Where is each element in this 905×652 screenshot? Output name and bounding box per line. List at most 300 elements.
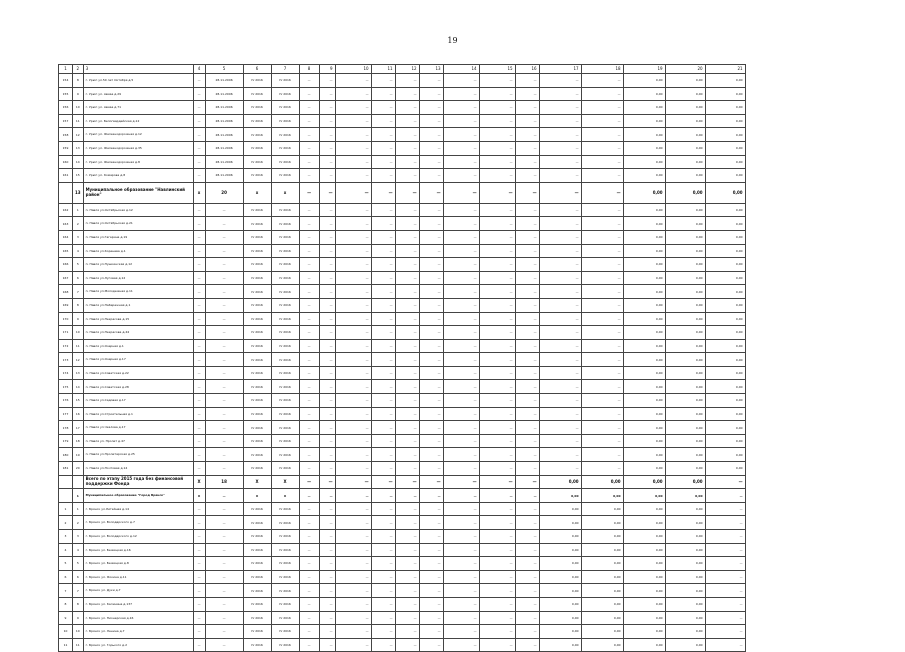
table-cell: — — [299, 625, 319, 639]
table-cell: — — [515, 394, 539, 408]
table-cell: — — [205, 462, 243, 476]
table-cell: — — [479, 366, 515, 380]
table-cell: — — [419, 611, 443, 625]
table-cell: — — [539, 128, 581, 142]
table-cell: — — [335, 489, 371, 503]
table-cell: — — [299, 298, 319, 312]
table-cell: IV 2016 — [243, 394, 271, 408]
table-cell: IV 2016 — [243, 448, 271, 462]
table-cell: IV 2016 — [271, 448, 299, 462]
table-cell: 0,00 — [539, 611, 581, 625]
table-cell: 10 — [73, 101, 84, 115]
table-cell: IV 2016 — [271, 203, 299, 217]
table-cell: 0,00 — [623, 638, 665, 652]
table-cell: — — [443, 502, 479, 516]
table-cell: — — [205, 434, 243, 448]
table-cell: — — [705, 530, 745, 544]
table-cell: 0,00 — [623, 74, 665, 88]
table-cell: х — [193, 182, 205, 203]
table-cell: 174 — [59, 366, 73, 380]
table-cell: 6 — [243, 65, 271, 74]
table-cell: 0,00 — [581, 557, 623, 571]
table-cell: 0,00 — [623, 114, 665, 128]
table-cell: — — [705, 611, 745, 625]
table-row — [59, 285, 790, 299]
table-cell: — — [193, 74, 205, 88]
table-cell: 0,00 — [705, 326, 745, 340]
table-cell: — — [419, 169, 443, 183]
table-cell: — — [335, 557, 371, 571]
table-cell: 0,00 — [623, 298, 665, 312]
table-cell: — — [299, 516, 319, 530]
table-cell: — — [479, 217, 515, 231]
table-cell: — — [371, 285, 395, 299]
table-cell: — — [205, 611, 243, 625]
table-cell: — — [539, 298, 581, 312]
table-cell: — — [205, 258, 243, 272]
table-cell: Х — [243, 489, 271, 503]
table-cell: — — [395, 462, 419, 476]
table-cell: 15 — [479, 65, 515, 74]
table-cell: — — [299, 244, 319, 258]
table-cell: IV 2016 — [271, 421, 299, 435]
table-cell: — — [371, 366, 395, 380]
table-row — [59, 298, 790, 312]
table-cell: — — [419, 74, 443, 88]
table-cell: — — [299, 543, 319, 557]
table-cell: — — [515, 312, 539, 326]
table-cell: 28.11.2006 — [205, 114, 243, 128]
table-row — [59, 638, 790, 652]
table-cell: 0,00 — [623, 625, 665, 639]
table-cell: — — [443, 217, 479, 231]
table-cell: — — [319, 584, 335, 598]
table-row — [59, 407, 790, 421]
table-cell: — — [371, 244, 395, 258]
table-cell: — — [395, 353, 419, 367]
table-cell: 0,00 — [623, 597, 665, 611]
table-cell: — — [193, 203, 205, 217]
table-cell: IV 2016 — [271, 298, 299, 312]
table-cell: — — [443, 421, 479, 435]
table-cell: — — [395, 230, 419, 244]
table-cell: 0,00 — [665, 366, 705, 380]
table-cell: 15 — [73, 394, 84, 408]
table-cell: — — [205, 543, 243, 557]
table-cell: 20 — [665, 65, 705, 74]
table-cell: IV 2016 — [243, 380, 271, 394]
table-cell: 0,00 — [665, 244, 705, 258]
table-cell: 28.11.2006 — [205, 155, 243, 169]
table-cell: — — [479, 182, 515, 203]
table-cell: — — [479, 203, 515, 217]
table-cell: 9 — [73, 312, 84, 326]
table-cell: — — [395, 380, 419, 394]
table-cell: — — [299, 128, 319, 142]
table-cell: — — [515, 182, 539, 203]
table-cell: — — [335, 101, 371, 115]
table-body — [59, 65, 790, 652]
table-cell: Х — [271, 475, 299, 489]
table-cell: — — [581, 312, 623, 326]
table-cell: — — [193, 557, 205, 571]
table-cell: 0,00 — [539, 597, 581, 611]
section-row — [59, 182, 790, 203]
table-cell: п. Навля ул.Пролетарская д.25 — [83, 448, 193, 462]
table-cell: — — [443, 462, 479, 476]
table-cell: — — [539, 87, 581, 101]
table-cell: 8 — [299, 65, 319, 74]
table-cell: — — [395, 258, 419, 272]
table-cell: — — [335, 584, 371, 598]
table-cell: 0,00 — [665, 217, 705, 231]
table-cell: — — [515, 244, 539, 258]
table-row — [59, 530, 790, 544]
table-cell: — — [581, 326, 623, 340]
table-cell: — — [395, 326, 419, 340]
table-cell: — — [335, 421, 371, 435]
table-cell: — — [335, 530, 371, 544]
subtotal-row — [59, 489, 790, 503]
table-cell: 0,00 — [581, 475, 623, 489]
table-cell: — — [479, 625, 515, 639]
table-cell: 0,00 — [705, 217, 745, 231]
table-cell: — — [539, 217, 581, 231]
table-cell: — — [299, 557, 319, 571]
table-cell: 0,00 — [665, 421, 705, 435]
table-cell: — — [419, 407, 443, 421]
table-cell: 0,00 — [623, 380, 665, 394]
table-row — [59, 557, 790, 571]
table-cell: г. Урюп ул. Железнодорожная д.8 — [83, 155, 193, 169]
table-cell: — — [395, 584, 419, 598]
table-cell: — — [581, 421, 623, 435]
table-row — [59, 380, 790, 394]
table-cell: — — [319, 638, 335, 652]
table-cell: 1 — [59, 65, 73, 74]
table-cell: 0,00 — [623, 244, 665, 258]
table-cell: — — [371, 462, 395, 476]
table-cell: — — [539, 101, 581, 115]
table-cell: IV 2016 — [271, 285, 299, 299]
table-cell: IV 2016 — [271, 326, 299, 340]
table-cell: 0,00 — [623, 502, 665, 516]
table-cell: — — [539, 380, 581, 394]
table-cell: 176 — [59, 394, 73, 408]
table-cell: 9 — [73, 611, 84, 625]
table-cell: — — [515, 128, 539, 142]
table-cell: — — [395, 407, 419, 421]
table-cell: — — [335, 182, 371, 203]
table-cell: — — [419, 434, 443, 448]
table-cell: — — [581, 114, 623, 128]
table-cell: 172 — [59, 339, 73, 353]
table-cell: — — [443, 258, 479, 272]
table-cell: IV 2016 — [243, 203, 271, 217]
table-cell: — — [205, 638, 243, 652]
table-cell: 0,00 — [705, 182, 745, 203]
table-cell: 0,00 — [623, 339, 665, 353]
table-cell: — — [419, 638, 443, 652]
table-cell: 0,00 — [705, 462, 745, 476]
table-cell: — — [581, 380, 623, 394]
table-cell: — — [515, 625, 539, 639]
table-cell: — — [299, 353, 319, 367]
table-cell: — — [319, 407, 335, 421]
table-cell: Всего по этапу 2015 года без финансовой поддержки Фонда — [83, 475, 193, 489]
table-cell: — — [205, 244, 243, 258]
table-cell: 0,00 — [581, 611, 623, 625]
table-cell: — — [581, 230, 623, 244]
table-cell: 0,00 — [705, 230, 745, 244]
table-row — [59, 169, 790, 183]
table-cell: — — [319, 339, 335, 353]
table-cell: 0,00 — [665, 128, 705, 142]
table-cell: — — [395, 475, 419, 489]
table-cell: 6 — [59, 570, 73, 584]
table-cell: — — [419, 87, 443, 101]
table-cell: — — [419, 298, 443, 312]
table-cell: 0,00 — [581, 489, 623, 503]
table-cell: 0,00 — [705, 298, 745, 312]
table-row — [59, 230, 790, 244]
table-cell: — — [419, 114, 443, 128]
table-cell: — — [443, 516, 479, 530]
table-cell: — — [515, 489, 539, 503]
table-cell: — — [539, 258, 581, 272]
table-cell: — — [371, 258, 395, 272]
table-cell: — — [443, 597, 479, 611]
table-cell: — — [419, 285, 443, 299]
table-cell: IV 2016 — [271, 543, 299, 557]
table-cell: — — [371, 339, 395, 353]
table-cell: 0,00 — [623, 475, 665, 489]
table-row — [59, 217, 790, 231]
table-cell: — — [335, 462, 371, 476]
table-cell: — — [193, 625, 205, 639]
table-cell: 0,00 — [581, 543, 623, 557]
table-cell: 8 — [73, 597, 84, 611]
table-cell: п. Навля ул.Садовая д.17 — [83, 394, 193, 408]
table-cell: Х — [193, 475, 205, 489]
table-cell: — — [371, 312, 395, 326]
table-cell: — — [371, 530, 395, 544]
table-cell: 154 — [59, 74, 73, 88]
table-cell: IV 2016 — [243, 298, 271, 312]
table-cell: 0,00 — [623, 489, 665, 503]
table-cell: — — [319, 128, 335, 142]
table-cell: — — [371, 557, 395, 571]
table-cell: — — [193, 611, 205, 625]
table-cell: — — [319, 516, 335, 530]
table-cell: — — [205, 502, 243, 516]
table-cell: IV 2016 — [271, 101, 299, 115]
table-cell: 0,00 — [665, 380, 705, 394]
table-cell: 0,00 — [539, 543, 581, 557]
table-cell: 0,00 — [665, 584, 705, 598]
table-cell: IV 2016 — [271, 217, 299, 231]
table-cell: г. Брянск ул. Пионерская д.16 — [83, 611, 193, 625]
table-cell: 0,00 — [665, 87, 705, 101]
table-cell: — — [395, 611, 419, 625]
table-cell: 1 — [73, 203, 84, 217]
table-cell: — — [299, 489, 319, 503]
table-cell: — — [515, 271, 539, 285]
table-cell: IV 2016 — [271, 638, 299, 652]
table-cell: IV 2016 — [271, 141, 299, 155]
table-row — [59, 326, 790, 340]
table-cell: — — [705, 570, 745, 584]
table-row — [59, 611, 790, 625]
table-cell: г. Брянск ул. Бежицкая д.8 — [83, 557, 193, 571]
table-cell: г. Урюп ул. Железнодорожная д.35 — [83, 141, 193, 155]
table-cell: 0,00 — [581, 584, 623, 598]
table-cell: г. Урюп ул. Авиаа д.29 — [83, 87, 193, 101]
table-cell: — — [515, 298, 539, 312]
table-cell: 0,00 — [665, 101, 705, 115]
table-cell: — — [205, 326, 243, 340]
table-cell: 170 — [59, 312, 73, 326]
table-cell: — — [319, 489, 335, 503]
table-cell: г. Урюп ул. Авиаа д.71 — [83, 101, 193, 115]
table-cell: 0,00 — [705, 448, 745, 462]
table-cell: г. Брянск ул. Ленина д.7 — [83, 625, 193, 639]
table-cell: — — [371, 217, 395, 231]
table-cell: 20 — [73, 462, 84, 476]
table-cell: 178 — [59, 421, 73, 435]
table-cell: — — [539, 394, 581, 408]
table-cell: — — [419, 101, 443, 115]
table-cell: IV 2016 — [243, 516, 271, 530]
table-cell: 0,00 — [665, 74, 705, 88]
table-cell: п. Навля ул.Октябрьская д.12 — [83, 203, 193, 217]
table-cell: — — [479, 543, 515, 557]
table-cell: — — [335, 353, 371, 367]
table-cell: п. Навля ул.Пушкинская д.12 — [83, 258, 193, 272]
table-cell: — — [395, 203, 419, 217]
table-cell: — — [705, 638, 745, 652]
table-cell: 0,00 — [665, 489, 705, 503]
table-cell: IV 2016 — [271, 271, 299, 285]
table-cell: — — [515, 570, 539, 584]
table-cell: — — [335, 155, 371, 169]
table-cell: — — [371, 326, 395, 340]
table-cell: — — [443, 203, 479, 217]
table-cell: — — [205, 380, 243, 394]
table-cell: — — [515, 217, 539, 231]
table-row — [59, 258, 790, 272]
table-cell: 1 — [73, 489, 84, 503]
table-cell: 0,00 — [665, 394, 705, 408]
table-cell: — — [371, 298, 395, 312]
table-cell: — — [335, 326, 371, 340]
table-cell: — — [705, 584, 745, 598]
table-cell: 165 — [59, 244, 73, 258]
table-cell: IV 2016 — [243, 407, 271, 421]
table-cell: — — [443, 557, 479, 571]
table-cell: п. Навля ул. Пролет д.47 — [83, 434, 193, 448]
table-cell: — — [515, 87, 539, 101]
table-row — [59, 74, 790, 88]
housing-repair-table — [58, 64, 790, 652]
table-cell: — — [581, 182, 623, 203]
table-cell: — — [419, 230, 443, 244]
table-cell: — — [581, 169, 623, 183]
table-cell: — — [335, 638, 371, 652]
table-cell: 0,00 — [623, 217, 665, 231]
table-cell: — — [581, 271, 623, 285]
table-cell: 9 — [73, 87, 84, 101]
table-cell: IV 2016 — [243, 421, 271, 435]
table-cell: 0,00 — [539, 475, 581, 489]
table-cell: — — [193, 230, 205, 244]
table-cell: — — [335, 114, 371, 128]
table-cell: 5 — [59, 557, 73, 571]
table-cell: — — [319, 421, 335, 435]
table-cell: 11 — [73, 114, 84, 128]
table-cell: 10 — [73, 326, 84, 340]
table-cell: 0,00 — [665, 434, 705, 448]
table-cell: 155 — [59, 87, 73, 101]
table-cell: — — [539, 312, 581, 326]
table-cell: — — [515, 380, 539, 394]
table-cell: — — [581, 434, 623, 448]
table-cell: 1 — [73, 502, 84, 516]
table-cell: — — [443, 155, 479, 169]
table-cell: IV 2016 — [243, 557, 271, 571]
table-cell: — — [299, 366, 319, 380]
table-cell: — — [705, 489, 745, 503]
table-cell: — — [443, 394, 479, 408]
table-row — [59, 625, 790, 639]
table-cell: — — [705, 543, 745, 557]
table-cell: — — [395, 74, 419, 88]
table-row — [59, 434, 790, 448]
table-cell: — — [335, 502, 371, 516]
table-cell: — — [419, 502, 443, 516]
table-cell: IV 2016 — [243, 611, 271, 625]
table-cell: — — [419, 182, 443, 203]
table-cell: — — [335, 380, 371, 394]
table-cell: — — [371, 169, 395, 183]
table-cell: — — [515, 502, 539, 516]
table-cell: — — [479, 530, 515, 544]
table-cell: — — [443, 326, 479, 340]
table-cell: — — [539, 353, 581, 367]
table-cell: — — [193, 448, 205, 462]
table-cell: 4 — [59, 543, 73, 557]
total-row — [59, 475, 790, 489]
table-cell: IV 2016 — [243, 353, 271, 367]
table-cell: г. Брянск ул. Володарского д.7 — [83, 516, 193, 530]
table-row — [59, 339, 790, 353]
table-cell: — — [205, 312, 243, 326]
table-cell: г. Брянск ул.Литейная д.14 — [83, 502, 193, 516]
table-cell: — — [515, 155, 539, 169]
table-cell: — — [419, 543, 443, 557]
table-row — [59, 353, 790, 367]
table-cell: IV 2016 — [271, 244, 299, 258]
table-cell: 3 — [73, 530, 84, 544]
table-cell: IV 2016 — [271, 380, 299, 394]
table-cell: — — [319, 74, 335, 88]
table-cell: — — [205, 584, 243, 598]
table-cell: 0,00 — [665, 407, 705, 421]
table-cell: — — [193, 244, 205, 258]
table-cell: — — [419, 271, 443, 285]
table-cell: — — [319, 141, 335, 155]
table-cell: 3 — [73, 230, 84, 244]
